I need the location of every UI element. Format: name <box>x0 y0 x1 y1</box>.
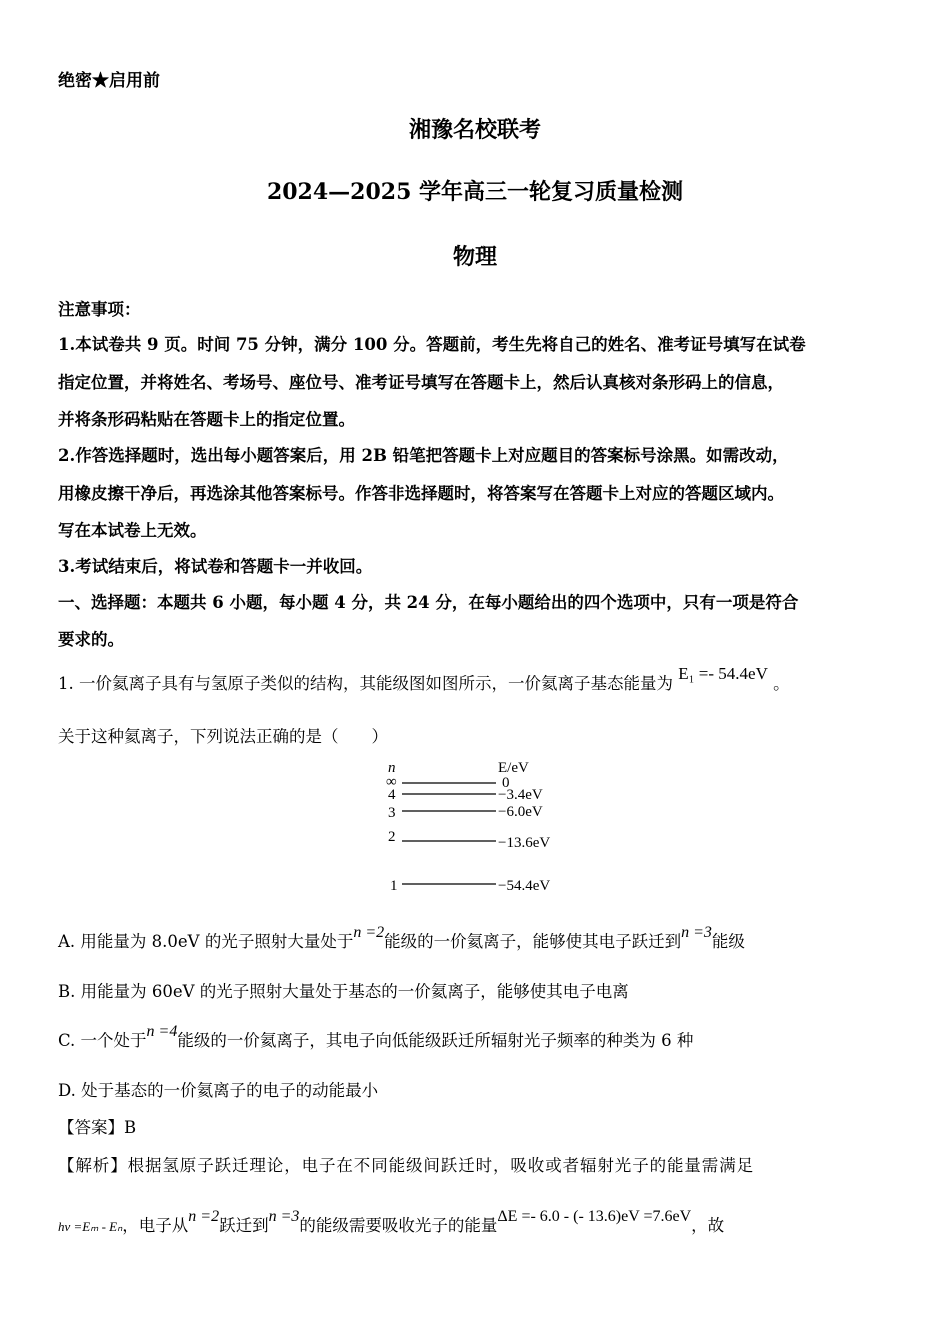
alliance-title: 湘豫名校联考 <box>408 117 541 143</box>
level-energy-label: 0 <box>502 775 510 791</box>
analysis-line-2 <box>58 1208 725 1236</box>
option-a-text: 能级的一价氦离子，能够使其电子跃迁到 <box>384 932 682 951</box>
level-n-label: 3 <box>388 805 396 821</box>
level-n-label: 2 <box>388 829 396 845</box>
option-d: D. 处于基态的一价氦离子的电子的动能最小 <box>58 1081 379 1100</box>
section-heading-cont: 要求的。 <box>58 630 124 649</box>
question-stem-line2: 关于这种氦离子，下列说法正确的是（ ） <box>58 727 388 746</box>
level-n-label: ∞ <box>386 774 397 790</box>
level-energy-label: −13.6eV <box>498 835 551 851</box>
confidential-label: 绝密★启用前 <box>58 71 160 91</box>
option-a-formula: n =2 <box>353 924 385 941</box>
analysis-text: 的能级需要吸收光子的能量 <box>299 1216 498 1235</box>
analysis-text: ，故 <box>691 1216 725 1235</box>
option-a-text: 能级 <box>711 932 745 951</box>
analysis-text: 跃迁到 <box>219 1216 269 1235</box>
level-n-label: 4 <box>388 787 396 803</box>
energy-axis-label: E/eV <box>498 760 529 776</box>
analysis-text: ，电子从 <box>122 1216 189 1235</box>
level-energy-label: −54.4eV <box>498 878 551 894</box>
option-b: B. 用能量为 60eV 的光子照射大量处于基态的一价氦离子，能够使其电子电离 <box>58 982 629 1001</box>
section-heading: 一、选择题：本题共 6 小题，每小题 4 分，共 24 分，在每小题给出的四个选项中，只有一项是符合 <box>58 593 799 612</box>
notice-line: 写在本试卷上无效。 <box>58 521 207 540</box>
notice-line: 1.本试卷共 9 页。时间 75 分钟，满分 100 分。答题前，考生先将自己的姓名、准考证号填写在试卷 <box>58 335 806 354</box>
analysis-formula: n =2 <box>188 1208 220 1225</box>
notice-line: 指定位置，并将姓名、考场号、座位号、准考证号填写在答题卡上，然后认真核对条形码上的信息， <box>58 373 784 392</box>
stem-period: 。 <box>773 674 790 693</box>
notice-line: 并将条形码粘贴在答题卡上的指定位置。 <box>58 410 355 429</box>
level-energy-label: −3.4eV <box>498 787 543 803</box>
exam-title: 2024—2025 学年高三一轮复习质量检测 <box>266 179 684 205</box>
option-c-text: 能级的一价氦离子，其电子向低能级跃迁所辐射光子频率的种类为 6 种 <box>177 1031 694 1050</box>
energy-level-diagram <box>380 752 580 898</box>
option-c-formula: n =4 <box>146 1023 178 1040</box>
question-stem-text: 1. 一价氦离子具有与氢原子类似的结构，其能级图如图所示，一价氦离子基态能量为 <box>58 674 673 693</box>
level-energy-label: −6.0eV <box>498 804 543 820</box>
answer-line: 【答案】B <box>58 1118 137 1137</box>
question-stem <box>58 664 790 694</box>
option-c <box>58 1023 694 1051</box>
subject-title: 物理 <box>452 244 497 270</box>
option-a-text: A. 用能量为 8.0eV 的光子照射大量处于 <box>58 932 354 951</box>
analysis-formula: n =3 <box>268 1208 300 1225</box>
n-axis-label: n <box>388 760 396 776</box>
notice-line: 用橡皮擦干净后，再选涂其他答案标号。作答非选择题时，将答案写在答题卡上对应的答题区域内。 <box>58 484 784 503</box>
option-c-text: C. 一个处于 <box>58 1031 147 1050</box>
analysis-formula: hν =Eₘ - Eₙ <box>58 1219 123 1234</box>
ground-energy-formula: E₁ =- 54.4eV <box>678 664 768 683</box>
analysis-line: 【解析】根据氢原子跃迁理论，电子在不同能级间跃迁时，吸收或者辐射光子的能量需满足 <box>58 1156 754 1175</box>
option-a-formula: n =3 <box>681 924 712 941</box>
level-n-label: 1 <box>390 878 398 894</box>
notice-line: 3.考试结束后，将试卷和答题卡一并收回。 <box>58 557 373 576</box>
analysis-formula: ΔE =- 6.0 - (- 13.6)eV =7.6eV <box>497 1208 692 1225</box>
notice-heading: 注意事项： <box>58 300 141 319</box>
option-a <box>58 924 745 952</box>
notice-line: 2.作答选择题时，选出每小题答案后，用 2B 铅笔把答题卡上对应题目的答案标号涂黑。如需改动， <box>58 446 789 465</box>
